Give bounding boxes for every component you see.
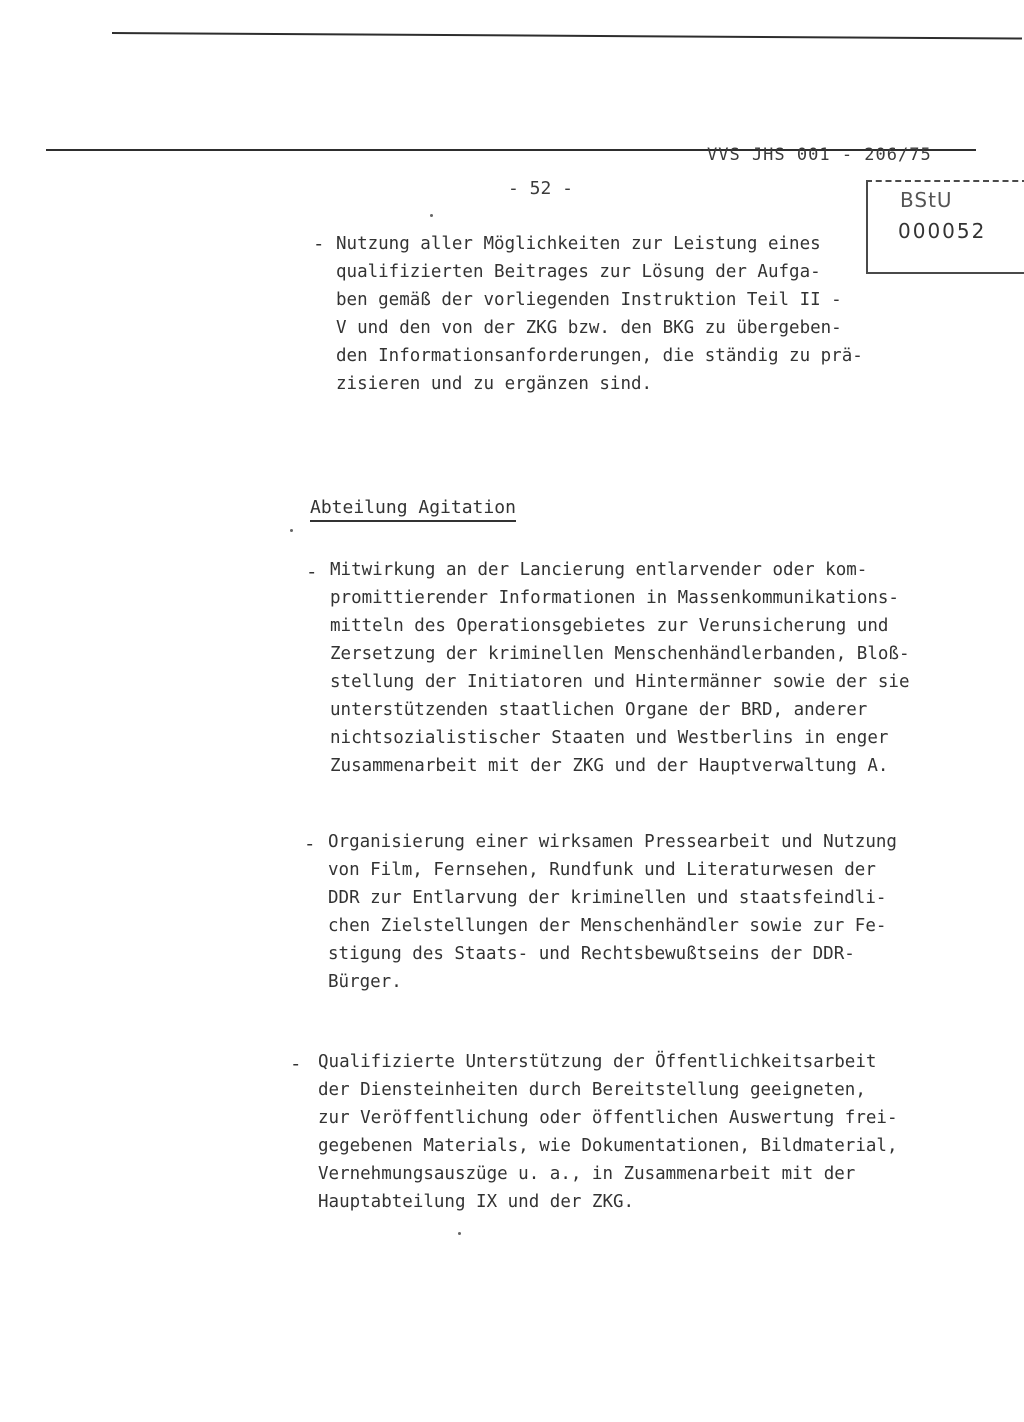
bullet-dash: - [313, 233, 325, 255]
section-heading: Abteilung Agitation [310, 497, 516, 522]
list-item: Qualifizierte Unterstützung der Öffentlichkeitsarbeit der Diensteinheiten durch Bereitstellung geeigneten, zur Veröffentlichung oder öffentlichen Auswertung frei- gegebenen Materials, wie Dokumentationen, Bildmaterial, Vernehmungsauszüge u. a., in Zusammenarbeit mit der Hauptabteilung IX und der ZKG. [318, 1052, 898, 1212]
stamp-number: 000052 [898, 219, 987, 243]
list-item: Mitwirkung an der Lancierung entlarvender oder kom- promittierender Informationen in Massenkommunikations- mitteln des Operationsgebietes zur Verunsicherung und Zersetzung der kriminellen Menschenhändlerbanden, Bloß- stellung der Initiatoren und Hintermänner sowie der sie unterstützenden staatlichen Organe der BRD, anderer nichtsozialistischer Staaten und Westberlins in enger Zusammenarbeit mit der ZKG und der Hauptverwaltung A. [330, 560, 910, 776]
scan-speck [430, 214, 433, 217]
bullet-dash: - [290, 1053, 302, 1075]
scan-speck [458, 1232, 461, 1235]
page-number: - 52 - [508, 178, 574, 199]
scan-speck [290, 529, 293, 532]
list-item: Organisierung einer wirksamen Pressearbeit und Nutzung von Film, Fernsehen, Rundfunk und Literaturwesen der DDR zur Entlarvung der kriminellen und staatsfeindli- chen Zielstellungen der Menschenhändler sowie zur Fe- stigung des Staats- und Rechtsbewußtseins der DDR- Bürger. [328, 832, 897, 992]
stamp-label: BStU [900, 188, 953, 212]
top-rule [112, 32, 1022, 40]
bullet-dash: - [306, 561, 318, 583]
intro-paragraph: Nutzung aller Möglichkeiten zur Leistung eines qualifizierten Beitrages zur Lösung der Aufga- ben gemäß der vorliegenden Instruktion Teil II - V und den von der ZKG bzw. den BKG zu übergeben- den Informationsanforderungen, die ständig zu prä- zisieren und zu ergänzen sind. [336, 234, 863, 394]
document-reference: VVS JHS 001 - 206/75 [707, 145, 932, 165]
bullet-dash: - [304, 833, 316, 855]
